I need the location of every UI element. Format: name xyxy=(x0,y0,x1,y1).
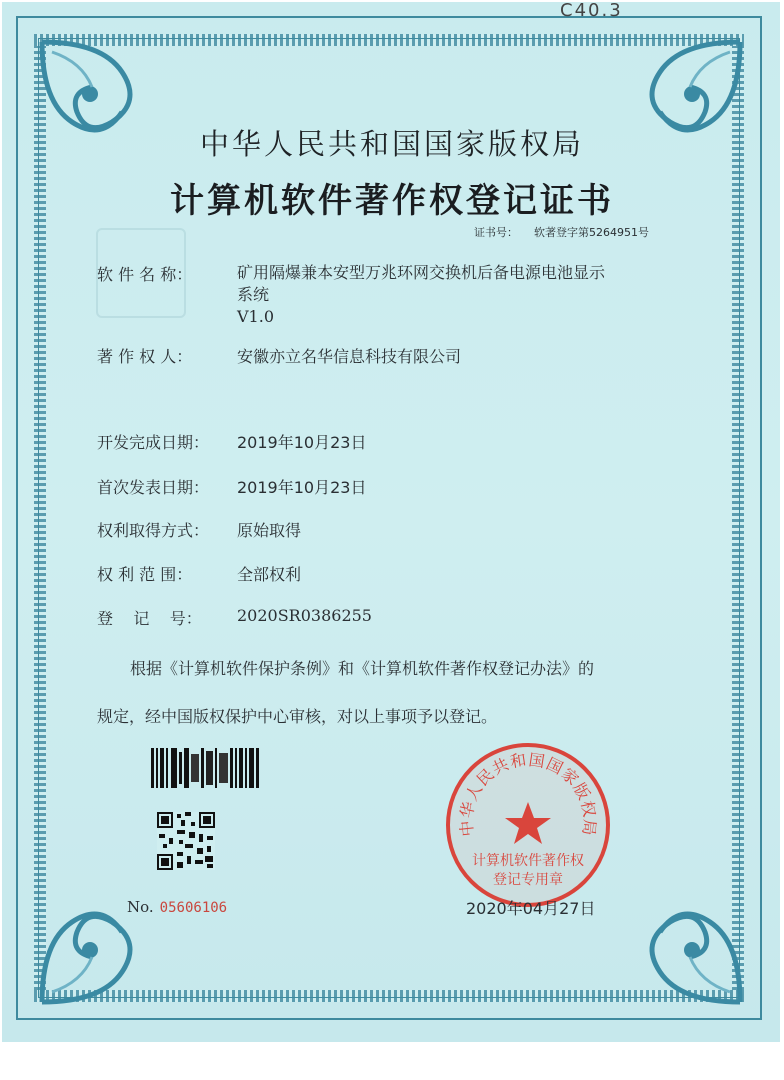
field-label: 权利取得方式： xyxy=(97,521,210,540)
software-name-line: 系统 xyxy=(237,285,270,304)
statement-line: 规定，经中国版权保护中心审核，对以上事项予以登记。 xyxy=(97,707,498,726)
official-seal-icon xyxy=(443,740,613,910)
field-value: 安徽亦立名华信息科技有限公司 xyxy=(237,347,462,366)
field-value: 2019年10月23日 xyxy=(237,433,367,452)
certificate-title: 计算机软件著作权登记证书 xyxy=(170,181,614,221)
field-label: 开发完成日期： xyxy=(97,433,210,452)
software-name-value xyxy=(237,262,605,328)
serial-number xyxy=(127,898,227,916)
field-value: 2019年10月23日 xyxy=(237,478,367,497)
authority-title: 中华人民共和国国家版权局 xyxy=(199,127,584,161)
issue-date: 2020年04月27日 xyxy=(466,899,596,918)
seal-line: 计算机软件著作权 xyxy=(472,853,584,869)
seal-line: 登记专用章 xyxy=(493,872,563,888)
qr-code-icon xyxy=(157,812,215,870)
serial-value: 05606106 xyxy=(159,900,228,916)
field-label: 权 利 范 围： xyxy=(97,565,193,584)
field-value: 全部权利 xyxy=(237,565,302,584)
field-value: 2020SR0386255 xyxy=(237,606,372,625)
certificate-number xyxy=(474,224,649,240)
field-label: 登 记 号： xyxy=(97,609,202,628)
certificate-number-value: 软著登字第5264951号 xyxy=(534,226,649,239)
serial-label: No. xyxy=(127,898,154,916)
software-name-line: 矿用隔爆兼本安型万兆环网交换机后备电源电池显示 xyxy=(237,263,606,282)
statement-line: 根据《计算机软件保护条例》和《计算机软件著作权登记办法》的 xyxy=(130,659,595,678)
barcode-icon xyxy=(151,748,261,788)
corner-ornament-icon xyxy=(620,882,750,1012)
field-label: 首次发表日期： xyxy=(97,478,210,497)
field-value: 原始取得 xyxy=(237,521,302,540)
software-version: V1.0 xyxy=(237,307,274,326)
field-label: 著 作 权 人： xyxy=(97,347,193,366)
seal-ring-text: 中华人民共和国国家版权局 xyxy=(456,749,600,838)
field-label: 软 件 名 称： xyxy=(97,265,193,284)
handwritten-note: C40.3 xyxy=(560,0,623,21)
certificate-number-label: 证书号： xyxy=(474,226,518,239)
